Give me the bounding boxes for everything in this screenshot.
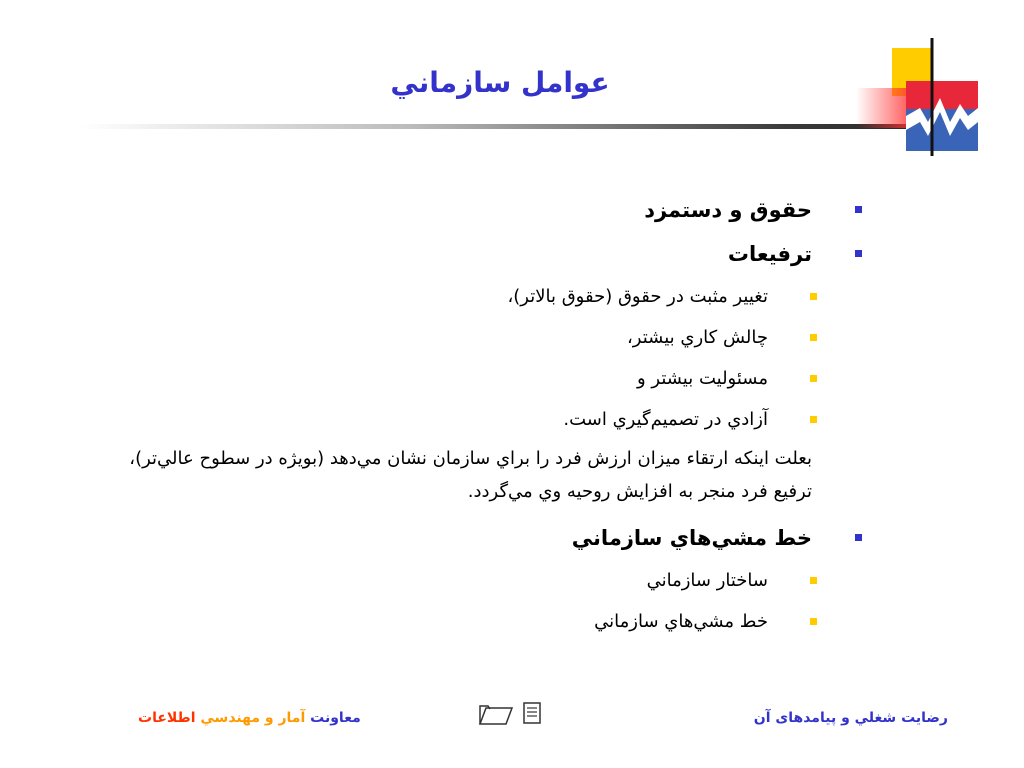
sub-bullet-item (92, 358, 812, 399)
blue-square-bullet-icon (855, 250, 862, 257)
footer-dept-part: آمار و مهندسي (200, 710, 306, 726)
bullet-item (92, 188, 812, 232)
footer-dept-part: اطلاعات (138, 710, 196, 726)
document-icon (524, 703, 540, 723)
bullet-text: حقوق و دستمزد (644, 198, 812, 222)
sub-bullet-text: مسئوليت بيشتر و (636, 368, 768, 389)
sub-bullet-item (92, 276, 812, 317)
sub-bullet-text: تغيير مثبت در حقوق (حقوق بالاتر)، (507, 286, 768, 307)
paragraph-line: ترفيع فرد منجر به افزايش روحيه وي مي‌گردد. (467, 481, 812, 502)
yellow-square-bullet-icon (810, 618, 817, 625)
sub-bullet-item (92, 399, 812, 440)
bullet-item (92, 516, 812, 560)
slide-title: عوامل سازماني (390, 66, 610, 99)
yellow-square-bullet-icon (810, 293, 817, 300)
bullet-text: خط مشي‌هاي سازماني (571, 526, 812, 550)
slide-content (92, 188, 812, 642)
company-logo-icon (856, 38, 980, 156)
bullet-item (92, 232, 812, 276)
sub-bullet-text: ساختار سازماني (646, 570, 768, 591)
blue-square-bullet-icon (855, 206, 862, 213)
blue-square-bullet-icon (855, 534, 862, 541)
yellow-square-bullet-icon (810, 334, 817, 341)
footer-department (138, 710, 361, 726)
sub-bullet-text: چالش كاري بيشتر، (627, 327, 768, 348)
footer-topic: رضايت شغلي و پيامدهای آن (753, 710, 948, 726)
folder-icon (480, 706, 512, 724)
paragraph-line: بعلت اينكه ارتقاء ميزان ارزش فرد را براي سازمان نشان مي‌دهد (بويژه در سطوح عالي‌تر)، (129, 448, 812, 469)
explanation-paragraph (92, 442, 812, 508)
title-divider (80, 124, 910, 129)
yellow-square-bullet-icon (810, 577, 817, 584)
sub-bullet-item (92, 560, 812, 601)
yellow-square-bullet-icon (810, 416, 817, 423)
footer-icons (478, 700, 548, 728)
sub-bullet-text: خط مشي‌هاي سازماني (594, 611, 768, 632)
yellow-square-bullet-icon (810, 375, 817, 382)
sub-bullet-item (92, 601, 812, 642)
sub-bullet-text: آزادي در تصميم‌گيري است. (563, 409, 768, 430)
sub-bullet-item (92, 317, 812, 358)
bullet-text: ترفيعات (727, 242, 812, 266)
footer-dept-part: معاونت (310, 710, 361, 726)
